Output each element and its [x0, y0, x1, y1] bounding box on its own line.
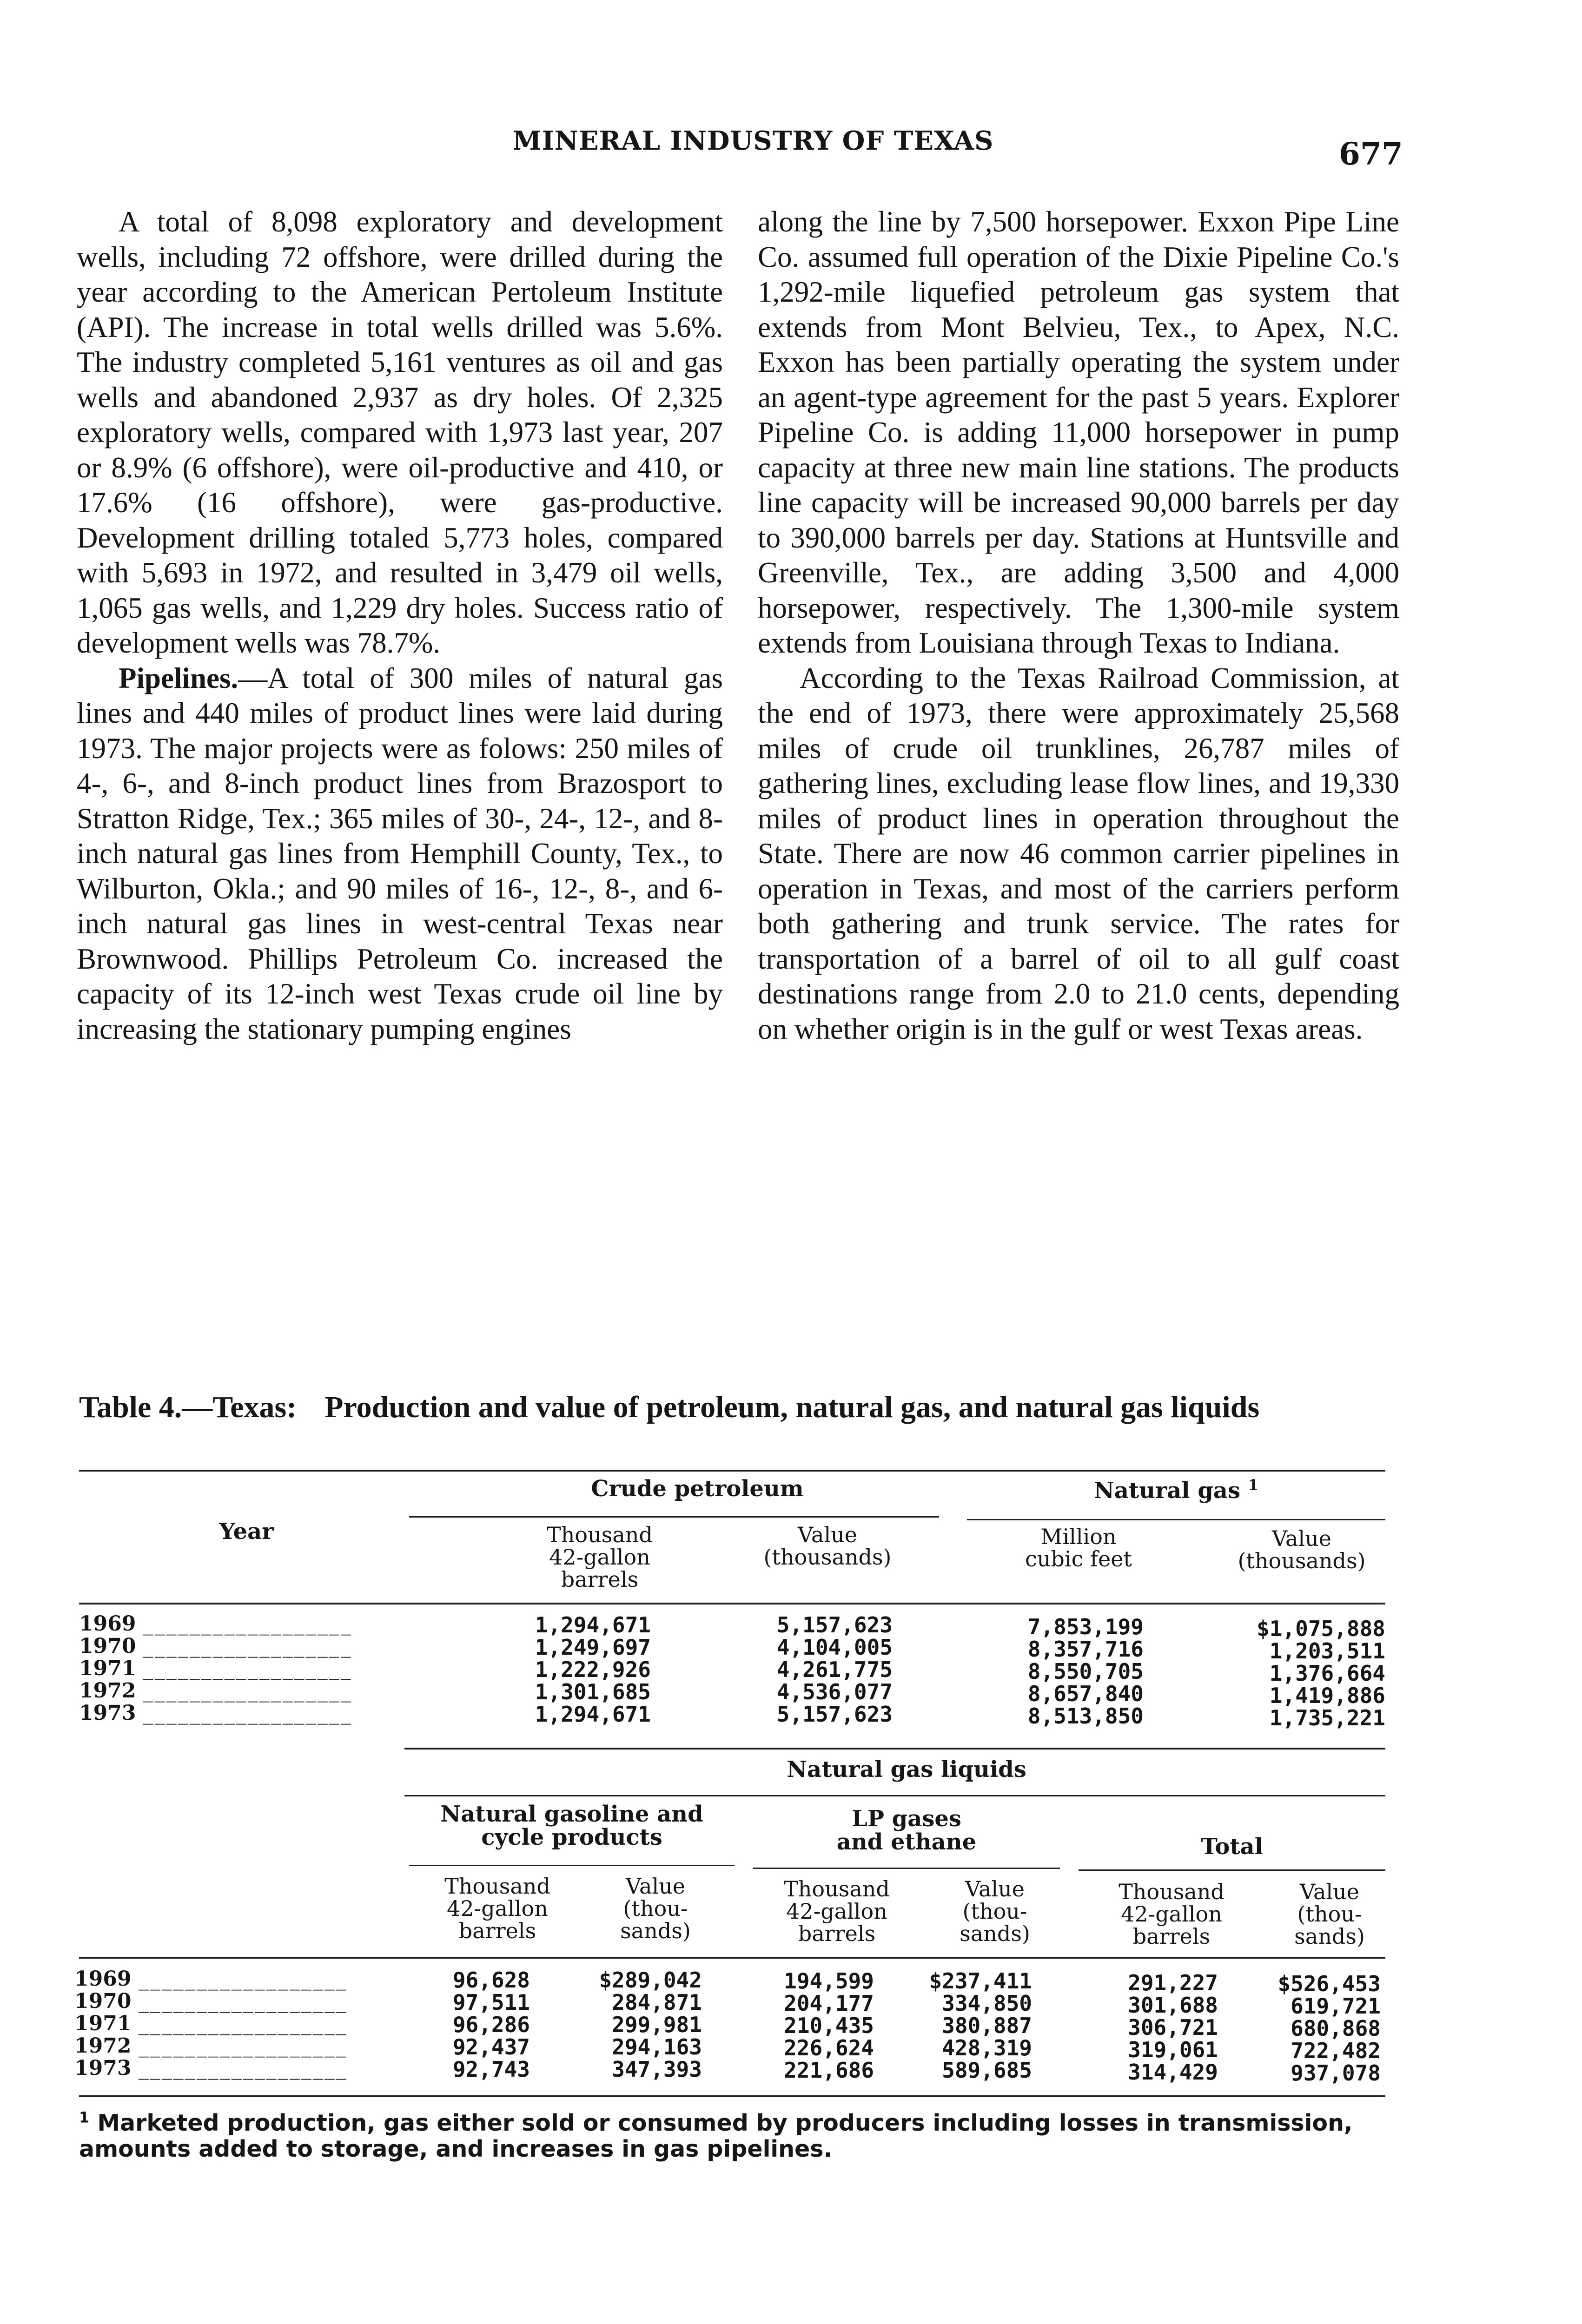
col-total-value-line1: Value [1300, 1879, 1359, 1904]
crude-value-cell: 4,104,005 [776, 1635, 893, 1660]
year-cell: 1969 __________________ [79, 1612, 352, 1636]
gasoline-value-cell: 284,871 [612, 1990, 702, 2015]
col-crude-value-line1: Value [798, 1522, 857, 1547]
footnote-text: Marketed production, gas either sold or consumed by producers including losses in transmission, amounts added to storage, and increases in gas pipelines. [79, 2110, 1353, 2162]
gas-value-cell: 1,376,664 [1269, 1661, 1385, 1686]
total-sub-rule [1079, 1869, 1385, 1871]
col-gasoline-value-line2: (thou- [623, 1896, 688, 1921]
col-gas-value-line1: Value [1272, 1526, 1331, 1551]
header-natural-gasoline-line1: Natural gasoline and [440, 1801, 703, 1827]
footnote-mark: 1 [79, 2108, 90, 2126]
col-lp-value-line1: Value [965, 1876, 1025, 1901]
gasoline-value-cell: $289,042 [599, 1967, 702, 1993]
part2-header-rule [79, 1957, 1385, 1959]
col-total-value-line2: (thou- [1297, 1901, 1362, 1927]
lp-qty-cell: 204,177 [784, 1991, 874, 2016]
gas-value-cell: 1,419,886 [1269, 1683, 1385, 1708]
table-title: Production and value of petroleum, natural gas, and natural gas liquids [324, 1390, 1260, 1424]
table-caption [79, 1390, 1399, 1425]
header-natural-gasoline [409, 1802, 735, 1849]
year-1970: 1970 [74, 1989, 132, 2013]
gas-value-cell: $1,075,888 [1257, 1616, 1385, 1641]
header-natural-gas [967, 1476, 1385, 1504]
col-lp-value [930, 1878, 1060, 1945]
lp-value-cell: 380,887 [942, 2013, 1032, 2038]
pipelines-text: —A total of 300 miles of natural gas lines and 440 miles of product lines were laid during 1973. The major projects were as folows: 250 miles of 4-, 6-, and 8-inch product lines from Brazosport to Stratton Ridge, Tex.; 365 miles of 30-, 24-, 12-, and 8-inch natural gas lines from Hemphill County, Tex., to Wilburton, Okla.; and 90 miles of 16-, 12-, 8-, and 6-inch natural gas lines in west-central Texas near Brownwood. Phillips Petroleum Co. increased the capacity of its 12-inch west Texas crude oil line by increasing the stationary pumping engines [77, 661, 723, 1045]
year-1973: 1973 [74, 2056, 132, 2080]
ngl-group-rule [404, 1795, 1385, 1796]
col-gasoline-qty-line3: barrels [458, 1918, 536, 1943]
gas-qty-cell: 8,357,716 [1027, 1637, 1144, 1662]
gas-value-cell: 1,735,221 [1269, 1705, 1385, 1730]
col-crude-qty-line3: barrels [561, 1567, 639, 1592]
total-value-cell: 722,482 [1291, 2038, 1381, 2063]
col-lp-qty [762, 1878, 911, 1945]
total-qty-cell: 319,061 [1128, 2037, 1218, 2062]
col-gasoline-qty-line1: Thousand [444, 1874, 550, 1899]
lp-sub-rule [753, 1868, 1060, 1869]
gas-value-cell: 1,203,511 [1269, 1638, 1385, 1664]
year-cell: 1972 __________________ [79, 1679, 352, 1703]
col-lp-value-line2: (thou- [962, 1899, 1027, 1924]
gasoline-qty-cell: 96,286 [452, 2012, 530, 2037]
crude-qty-cell: 1,249,697 [535, 1635, 651, 1660]
crude-group-rule [409, 1516, 939, 1518]
year-1972: 1972 [74, 2034, 132, 2058]
col-lp-qty-line2: 42-gallon [786, 1899, 887, 1924]
year-1970: 1970 [79, 1634, 136, 1658]
lp-value-cell: 428,319 [942, 2035, 1032, 2060]
lp-qty-cell: 226,624 [784, 2035, 874, 2060]
col-gasoline-value-line3: sands) [620, 1918, 691, 1943]
gas-group-rule [967, 1519, 1385, 1520]
col-crude-qty-line2: 42-gallon [549, 1545, 650, 1570]
col-crude-value [735, 1524, 920, 1568]
col-total-value-line3: sands) [1294, 1924, 1365, 1949]
col-gas-qty-line2: cubic feet [1025, 1546, 1132, 1571]
col-gasoline-qty [423, 1875, 572, 1942]
gasoline-qty-cell: 96,628 [452, 1967, 530, 1993]
header-crude-petroleum: Crude petroleum [591, 1476, 804, 1502]
gas-qty-cell: 8,657,840 [1027, 1681, 1144, 1706]
col-gasoline-value [590, 1875, 721, 1942]
paragraph-pipelines [77, 661, 723, 1047]
col-crude-value-line2: (thousands) [763, 1545, 892, 1570]
header-lp-gases-line2: and ethane [836, 1829, 977, 1855]
paragraph-pipeline-continuation: along the line by 7,500 horsepower. Exxon Pipe Line Co. assumed full operation of the Dixie Pipeline Co.'s 1,292-mile liquefied petroleum gas system that extends from Mont Belvieu, Tex., to Apex, N.C. Exxon has been partially operating the system under an agent-type agreement for the past 5 years. Explorer Pipeline Co. is adding 11,000 horsepower in pump capacity at three new main line stations. The products line capacity will be increased 90,000 barrels per day to 390,000 barrels per day. Stations at Huntsville and Greenville, Tex., are adding 3,500 and 4,000 horsepower, respectively. The 1,300-mile system extends from Louisiana through Texas to Indiana. [758, 205, 1399, 659]
part2-top-rule [404, 1748, 1385, 1750]
lp-qty-cell: 221,686 [784, 2058, 874, 2083]
gasoline-qty-cell: 92,437 [452, 2034, 530, 2060]
lp-value-cell: $237,411 [929, 1968, 1032, 1994]
paragraph-railroad-commission: According to the Texas Railroad Commission, at the end of 1973, there were approximately 25,568 miles of crude oil trunklines, 26,787 miles of gathering lines, excluding lease flow lines, and 19,330 miles of product lines in operation throughout the State. There are now 46 common carrier pipelines in operation in Texas, and most of the carriers perform both gathering and trunk service. The rates for transportation of a barrel of oil to all gulf coast destinations range from 2.0 to 21.0 cents, depending on whether origin is in the gulf or west Texas areas. [758, 661, 1399, 1045]
col-lp-value-line3: sands) [960, 1921, 1030, 1946]
col-total-value [1264, 1881, 1395, 1948]
total-value-cell: 680,868 [1291, 2016, 1381, 2041]
gasoline-value-cell: 347,393 [612, 2057, 702, 2082]
col-lp-qty-line1: Thousand [784, 1876, 890, 1901]
pipelines-heading: Pipelines. [119, 661, 238, 694]
total-qty-cell: 306,721 [1128, 2015, 1218, 2040]
header-natural-gas-liquids: Natural gas liquids [787, 1756, 1026, 1783]
paragraph-exploration: A total of 8,098 exploratory and development wells, including 72 offshore, were drilled during the year according to the American Pertoleum Institute (API). The increase in total wells drilled was 5.6%. The industry completed 5,161 ventures as oil and gas wells and abandoned 2,937 as dry holes. Of 2,325 exploratory wells, compared with 1,973 last year, 207 or 8.9% (6 offshore), were oil-productive and 410, or 17.6% (16 offshore), were gas-productive. Development drilling totaled 5,773 holes, compared with 5,693 in 1972, and resulted in 3,479 oil wells, 1,065 gas wells, and 1,229 dry holes. Success ratio of development wells was 78.7%. [77, 205, 723, 659]
year-cell: 1970 __________________ [79, 1634, 352, 1658]
gas-qty-cell: 8,513,850 [1027, 1703, 1144, 1729]
crude-qty-cell: 1,294,671 [535, 1702, 651, 1727]
header-year: Year [219, 1519, 274, 1545]
running-head: MINERAL INDUSTRY OF TEXAS [512, 125, 994, 156]
crude-value-cell: 5,157,623 [776, 1612, 893, 1637]
col-lp-qty-line3: barrels [798, 1921, 876, 1946]
year-1969: 1969 [79, 1612, 136, 1636]
natural-gas-footnote-mark: 1 [1248, 1476, 1259, 1494]
col-total-qty-line1: Thousand [1119, 1879, 1225, 1904]
crude-qty-cell: 1,301,685 [535, 1679, 651, 1704]
col-gasoline-qty-line2: 42-gallon [447, 1896, 548, 1921]
col-total-qty-line2: 42-gallon [1121, 1901, 1222, 1927]
gasoline-value-cell: 299,981 [612, 2012, 702, 2037]
total-value-cell: $526,453 [1278, 1971, 1381, 1996]
year-1972: 1972 [79, 1679, 136, 1703]
lp-value-cell: 334,850 [942, 1991, 1032, 2016]
crude-value-cell: 4,536,077 [776, 1679, 893, 1704]
col-gas-qty-line1: Million [1040, 1524, 1117, 1549]
crude-value-cell: 4,261,775 [776, 1657, 893, 1682]
year-cell: 1971 __________________ [74, 2012, 348, 2035]
total-value-cell: 937,078 [1291, 2060, 1381, 2086]
left-column [77, 205, 723, 1047]
year-cell: 1973 __________________ [79, 1701, 352, 1725]
gas-qty-cell: 7,853,199 [1027, 1614, 1144, 1639]
header-natural-gasoline-line2: cycle products [481, 1824, 662, 1850]
year-1971: 1971 [74, 2012, 132, 2035]
gasoline-value-cell: 294,163 [612, 2034, 702, 2060]
header-total: Total [1201, 1834, 1263, 1860]
gasoline-qty-cell: 92,743 [452, 2057, 530, 2082]
table-footnote [79, 2110, 1390, 2162]
year-cell: 1973 __________________ [74, 2056, 348, 2080]
year-1969: 1969 [74, 1967, 132, 1991]
header-natural-gas-label: Natural gas [1093, 1478, 1241, 1504]
col-gas-qty [986, 1525, 1172, 1570]
col-total-qty-line3: barrels [1132, 1924, 1211, 1949]
total-qty-cell: 301,688 [1128, 1993, 1218, 2018]
gasoline-qty-cell: 97,511 [452, 1990, 530, 2015]
crude-value-cell: 5,157,623 [776, 1702, 893, 1727]
gas-qty-cell: 8,550,705 [1027, 1659, 1144, 1684]
col-crude-qty-line1: Thousand [547, 1522, 653, 1547]
gasoline-sub-rule [409, 1865, 735, 1866]
year-1971: 1971 [79, 1657, 136, 1680]
lp-value-cell: 589,685 [942, 2058, 1032, 2083]
table-label: Table 4.—Texas: [79, 1390, 297, 1424]
year-1973: 1973 [79, 1701, 136, 1725]
lp-qty-cell: 210,435 [784, 2013, 874, 2038]
page-number: 677 [1339, 136, 1403, 172]
table-bottom-rule [79, 2095, 1385, 2097]
col-gas-value-line2: (thousands) [1238, 1548, 1366, 1573]
col-gas-value [1209, 1527, 1395, 1572]
year-cell: 1969 __________________ [74, 1967, 348, 1991]
total-qty-cell: 291,227 [1128, 1970, 1218, 1995]
crude-qty-cell: 1,222,926 [535, 1657, 651, 1682]
col-crude-qty [502, 1524, 697, 1591]
lp-qty-cell: 194,599 [784, 1968, 874, 1994]
part1-header-rule [79, 1603, 1385, 1604]
header-lp-gases [753, 1807, 1060, 1854]
crude-qty-cell: 1,294,671 [535, 1612, 651, 1637]
table-top-rule [79, 1470, 1385, 1472]
year-cell: 1972 __________________ [74, 2034, 348, 2058]
right-column [758, 205, 1399, 1047]
total-qty-cell: 314,429 [1128, 2060, 1218, 2085]
col-total-qty [1097, 1881, 1246, 1948]
col-gasoline-value-line1: Value [626, 1874, 685, 1899]
year-cell: 1970 __________________ [74, 1989, 348, 2013]
year-cell: 1971 __________________ [79, 1657, 352, 1680]
header-lp-gases-line1: LP gases [852, 1806, 961, 1832]
total-value-cell: 619,721 [1291, 1994, 1381, 2019]
